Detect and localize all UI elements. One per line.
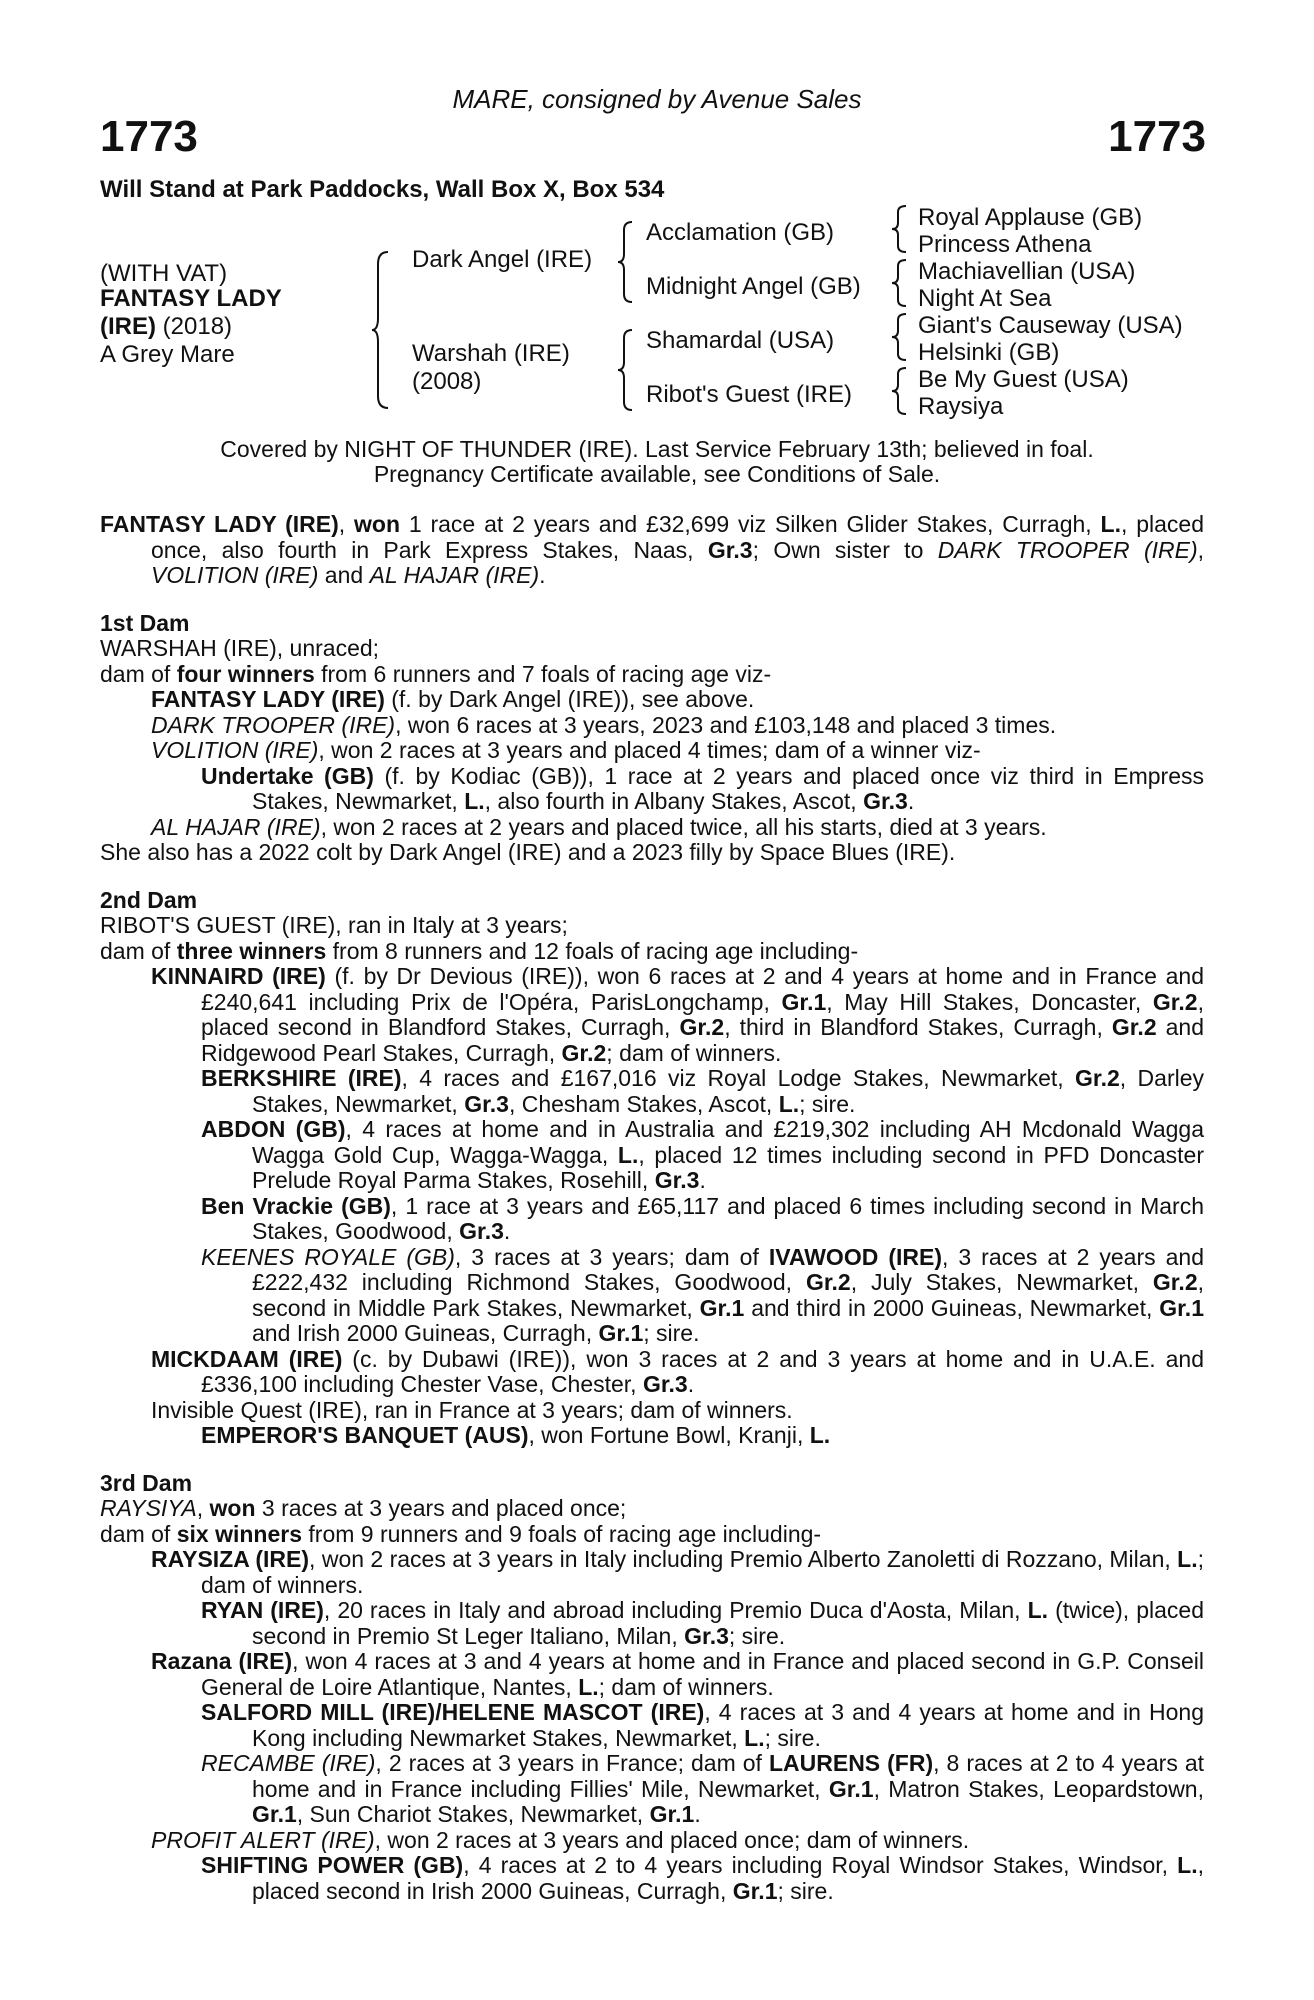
produce-kinnaird: KINNAIRD (IRE) (f. by Dr Devious (IRE)), won 6 races at 2 and 4 years at home and in France and £240,641 including Prix de l'Opéra, ParisLongchamp, Gr.1, May Hill Stakes, Doncaster, Gr.2, placed second in Blandford Stakes, Curragh, Gr.2, third in Blandford Stakes, Curragh, Gr.2 and Ridgewood Pearl Stakes, Curragh, Gr.2; dam of winners. [151,963,1204,1066]
produce-emperors-banquet: EMPEROR'S BANQUET (AUS), won Fortune Bowl, Kranji, L. [201,1422,831,1448]
second-dam-heading: 2nd Dam [100,886,198,913]
vat-note: (WITH VAT) [100,260,228,287]
horse-description: A Grey Mare [100,341,235,368]
pedigree-brace-dd [890,366,910,416]
covered-note: Covered by NIGHT OF THUNDER (IRE). Last Service February 13th; believed in foal. [220,436,1094,462]
pedigree-ssd: Princess Athena [918,231,1092,258]
produce-volition: VOLITION (IRE), won 2 races at 3 years and placed 4 times; dam of a winner viz- [151,737,981,763]
second-dam-line: RIBOT'S GUEST (IRE), ran in Italy at 3 years; [100,912,568,938]
consignor-subtitle: MARE, consigned by Avenue Sales [452,84,862,114]
produce-invisible-quest: Invisible Quest (IRE), ran in France at 3 years; dam of winners. [151,1396,793,1423]
produce-profit-alert: PROFIT ALERT (IRE), won 2 races at 3 years and placed once; dam of winners. [151,1826,970,1853]
horse-year: (2018) [162,313,233,340]
pedigree-brace-dam [616,328,636,412]
pedigree-dam-dam: Ribot's Guest (IRE) [646,381,852,408]
pedigree-sire: Dark Angel (IRE) [412,246,593,273]
pedigree-sire-dam: Midnight Angel (GB) [646,273,861,300]
pregnancy-note: Pregnancy Certificate available, see Conditions of Sale. [373,461,941,487]
stand-location: Will Stand at Park Paddocks, Wall Box X, Box 534 [100,176,665,203]
first-dam-also: She also has a 2022 colt by Dark Angel (IRE) and a 2023 filly by Space Blues (IRE). [100,839,956,865]
produce-abdon: ABDON (GB), 4 races at home and in Australia and £219,302 including AH Mcdonald Wagga Wagga Gold Cup, Wagga-Wagga, L., placed 12 times including second in PFD Doncaster Prelude Royal Parma Stakes, Rosehill, Gr.3. [201,1116,1204,1193]
pedigree-brace-sire [616,220,636,304]
produce-recambe: RECAMBE (IRE), 2 races at 3 years in France; dam of LAURENS (FR), 8 races at 2 to 4 years at home and in France including Fillies' Mile, Newmarket, Gr.1, Matron Stakes, Leopardstown, Gr.1, Sun Chariot Stakes, Newmarket, Gr.1. [201,1750,1205,1827]
pedigree-brace-ss [890,204,910,254]
horse-name-suffix-year [100,313,232,341]
lot-number-right: 1773 [1108,112,1206,161]
third-dam-heading: 3rd Dam [100,1469,193,1496]
produce-razana: Razana (IRE), won 4 races at 3 and 4 years at home and in France and placed second in G.P. Conseil General de Loire Atlantique, Nantes, L.; dam of winners. [151,1648,1204,1700]
first-dam-heading: 1st Dam [100,609,190,636]
third-dam-line: RAYSIYA, won 3 races at 3 years and placed once; [100,1495,627,1521]
horse-country: (IRE) [100,313,156,340]
produce-salford-mill: SALFORD MILL (IRE)/HELENE MASCOT (IRE), 4 races at 3 and 4 years at home and in Hong Kong including Newmarket Stakes, Newmarket, L.; sire. [201,1699,1204,1751]
pedigree-sire-sire: Acclamation (GB) [646,219,835,246]
pedigree-brace-main [370,250,394,410]
first-dam-line: WARSHAH (IRE), unraced; [100,635,380,661]
pedigree-dam-year: (2008) [412,368,482,395]
produce-ryan: RYAN (IRE), 20 races in Italy and abroad including Premio Duca d'Aosta, Milan, L. (twice), placed second in Premio St Leger Italiano, Milan, Gr.3; sire. [201,1597,1205,1649]
produce-berkshire: BERKSHIRE (IRE), 4 races and £167,016 viz Royal Lodge Stakes, Newmarket, Gr.2, Darley Stakes, Newmarket, Gr.3, Chesham Stakes, Ascot, L.; sire. [201,1065,1205,1117]
pedigree-ddd: Raysiya [918,393,1004,420]
produce-ben-vrackie: Ben Vrackie (GB), 1 race at 3 years and £65,117 and placed 6 times including second in March Stakes, Goodwood, Gr.3. [201,1192,1204,1244]
pedigree-sds: Machiavellian (USA) [918,258,1136,285]
produce-fantasy-lady: FANTASY LADY (IRE) (f. by Dark Angel (IRE)), see above. [151,686,755,712]
pedigree-dam-sire: Shamardal (USA) [646,327,835,354]
produce-undertake: Undertake (GB) (f. by Kodiac (GB)), 1 race at 2 years and placed once viz third in Empress Stakes, Newmarket, L., also fourth in Albany Stakes, Ascot, Gr.3. [201,762,1204,814]
third-dam-produce: dam of six winners from 9 runners and 9 foals of racing age including- [100,1520,822,1547]
pedigree-sss: Royal Applause (GB) [918,204,1143,231]
produce-keenes-royale: KEENES ROYALE (GB), 3 races at 3 years; dam of IVAWOOD (IRE), 3 races at 2 years and £222,432 including Richmond Stakes, Goodwood, Gr.2, July Stakes, Newmarket, Gr.2, second in Middle Park Stakes, Newmarket, Gr.1 and third in 2000 Guineas, Newmarket, Gr.1 and Irish 2000 Guineas, Curragh, Gr.1; sire. [201,1243,1205,1346]
pedigree-dsd: Helsinki (GB) [918,339,1060,366]
horse-name: FANTASY LADY [100,285,282,312]
pedigree-brace-sd [890,258,910,308]
second-dam-produce: dam of three winners from 8 runners and 12 foals of racing age including- [100,937,859,964]
lot-number-left: 1773 [100,112,198,161]
pedigree-brace-ds [890,312,910,362]
pedigree-dss: Giant's Causeway (USA) [918,312,1183,339]
produce-mickdaam: MICKDAAM (IRE) (c. by Dubawi (IRE)), won 3 races at 2 and 3 years at home and in U.A.E. and £336,100 including Chester Vase, Chester, Gr.3. [151,1345,1204,1397]
produce-shifting-power: SHIFTING POWER (GB), 4 races at 2 to 4 years including Royal Windsor Stakes, Windsor, L., placed second in Irish 2000 Guineas, Curragh, Gr.1; sire. [201,1852,1204,1904]
produce-raysiza: RAYSIZA (IRE), won 2 races at 3 years in Italy including Premio Alberto Zanoletti di Rozzano, Milan, L.; dam of winners. [151,1546,1204,1598]
pedigree-dam: Warshah (IRE) [412,340,570,367]
produce-dark-trooper: DARK TROOPER (IRE), won 6 races at 3 years, 2023 and £103,148 and placed 3 times. [151,711,1057,738]
pedigree-sdd: Night At Sea [918,285,1052,312]
intro-paragraph: FANTASY LADY (IRE), won 1 race at 2 years and £32,699 viz Silken Glider Stakes, Curragh, L., placed once, also fourth in Park Express Stakes, Naas, Gr.3; Own sister to DARK TROOPER (IRE), VOLITION (IRE) and AL HAJAR (IRE). [100,511,1204,588]
first-dam-produce: dam of four winners from 6 runners and 7 foals of racing age viz- [100,660,772,687]
catalogue-body [100,512,1204,1904]
pedigree-dds: Be My Guest (USA) [918,366,1129,393]
produce-al-hajar: AL HAJAR (IRE), won 2 races at 2 years and placed twice, all his starts, died at 3 years. [151,813,1047,840]
